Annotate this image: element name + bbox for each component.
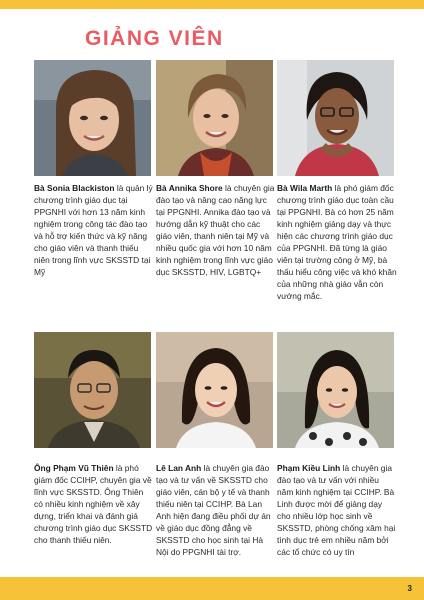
instructor-bio: là chuyên gia đào tạo và tư vấn về SKSSTD cho giáo viên, cán bộ y tế và thanh thiếu niên tại CCIHP. Bà Lan Anh hiện đang điều phối dự án về giáo dục đồng đẳng về SKSSTD cho học sinh tại Hà Nội do PPGNHI tài trợ. xyxy=(156,463,271,557)
photo-annika-shore xyxy=(156,60,273,176)
page-title: GIẢNG VIÊN xyxy=(85,27,224,50)
instructor-name: Bà Sonia Blackiston xyxy=(34,183,115,193)
instructor-bio: là phó giám đốc chương trình giáo dục toàn cầu tại PPGNHI. Bà có hơn 25 năm kinh nghiệm giảng dạy và thực hiện các chương trình giáo dục của PPGNHI. Đã từng là giáo viên tại trường công ở Mỹ, bà thấu hiểu công việc và khó khăn của những nhà giáo vẫn còn vướng mắc. xyxy=(277,183,397,301)
page-number: 3 xyxy=(407,584,412,593)
instructor-bio: là quản lý chương trình giáo dục tại PPGNHI với hơn 13 năm kinh nghiệm trong công tác đào tạo và hỗ trợ kiến thức và kỹ năng cho giáo viên và thanh thiếu niên trong lĩnh vực SKSSTD tại Mỹ xyxy=(34,183,153,277)
instructor-bio: là chuyên gia đào tạo và nâng cao năng lực tại PPGNHI. Annika đào tạo và hướng dẫn kỹ thuật cho các giáo viên, thanh niên tại Mỹ và nhiều quốc gia với hơn 10 năm kinh nghiệm trong lĩnh vực giáo dục SKSSTD, HIV, LGBTQ+ xyxy=(156,183,275,277)
photo-sonia-blackiston xyxy=(34,60,151,176)
bio-annika-shore xyxy=(156,182,276,278)
photo-wila-marth xyxy=(277,60,394,176)
photo-pham-vu-thien xyxy=(34,332,151,448)
photo-le-lan-anh xyxy=(156,332,273,448)
instructor-name: Lê Lan Anh xyxy=(156,463,202,473)
bio-pham-vu-thien xyxy=(34,462,154,546)
photo-pham-kieu-linh xyxy=(277,332,394,448)
bio-le-lan-anh xyxy=(156,462,276,558)
instructor-name: Bà Wila Marth xyxy=(277,183,333,193)
top-accent-bar xyxy=(0,0,424,9)
bio-sonia-blackiston xyxy=(34,182,154,278)
bio-wila-marth xyxy=(277,182,397,302)
instructor-bio: là chuyên gia đào tạo và tư vấn với nhiều năm kinh nghiệm tại CCIHP. Bà Linh được mời để giảng dạy cho nhiều lớp học sinh về SKSSTD, phòng chống xâm hại tình dục trẻ em nhiều năm bởi các tổ chức có uy tín xyxy=(277,463,396,557)
instructor-bio: là phó giám đốc CCIHP, chuyên gia về lĩnh vực SKSSTD. Ông Thiên có nhiều kinh nghiệm về xây dựng, triển khai và đánh giá chương trình giáo dục SKSSTD cho thanh thiếu niên. xyxy=(34,463,153,545)
instructor-name: Bà Annika Shore xyxy=(156,183,223,193)
bio-pham-kieu-linh xyxy=(277,462,397,558)
instructor-name: Phạm Kiều Linh xyxy=(277,463,341,473)
instructor-name: Ông Phạm Vũ Thiên xyxy=(34,463,114,473)
bottom-accent-bar xyxy=(0,577,424,600)
